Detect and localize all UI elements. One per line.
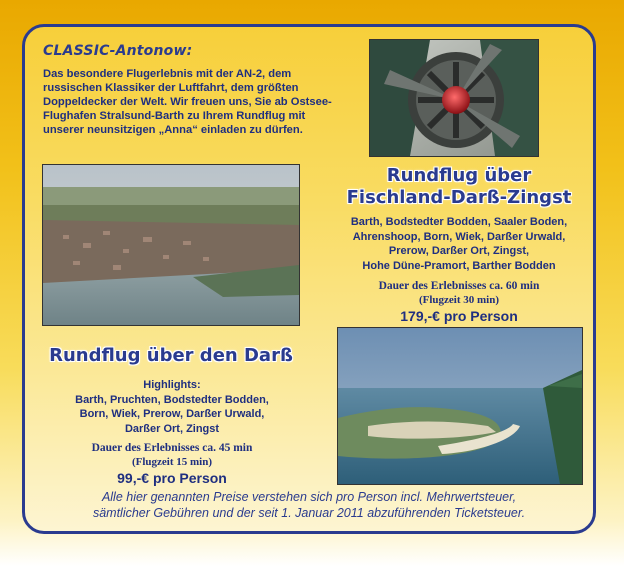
price-footnote — [25, 489, 593, 521]
short-flight-price: 99,-€ pro Person — [117, 470, 227, 486]
long-flight-title-line1: Rundflug über — [386, 165, 532, 186]
short-place-line: Born, Wiek, Prerow, Darßer Urwald, — [79, 408, 265, 420]
short-place-line: Barth, Pruchten, Bodstedter Bodden, — [75, 393, 269, 406]
long-place-line: Hohe Düne-Pramort, Barther Bodden — [362, 259, 556, 272]
coast-aerial-photo — [337, 327, 583, 485]
footnote-line1: Alle hier genannten Preise verstehen sich pro Person incl. Mehrwertsteuer, — [101, 490, 517, 504]
long-flight-duration: Dauer des Erlebnisses ca. 60 min — [378, 280, 540, 292]
engine-photo — [369, 39, 539, 157]
short-flight-time: (Flugzeit 15 min) — [131, 456, 213, 468]
long-flight-title-line2: Fischland-Darß-Zingst — [346, 187, 572, 208]
long-place-line: Barth, Bodstedter Bodden, Saaler Boden, — [350, 216, 568, 228]
intro-text: Das besondere Flugerlebnis mit der AN-2, dem russischen Klassiker der Luftfahrt, dem größten Doppeldecker der Welt. Wir freuen uns, Sie ab Ostsee-Flughafen Stralsund-Barth zu Ihrem Rundflug mit unserer neunsitzigen „Anna“ einladen zu dürfen. — [43, 68, 332, 136]
town-aerial-photo — [42, 164, 300, 326]
long-place-line: Prerow, Darßer Ort, Zingst, — [388, 245, 530, 257]
classic-antonow-title: CLASSIC-Antonow: — [43, 43, 193, 59]
long-flight-price: 179,-€ pro Person — [400, 308, 518, 324]
info-panel — [22, 24, 596, 534]
long-place-line: Ahrenshoop, Born, Wiek, Darßer Urwald, — [352, 230, 566, 243]
short-flight-highlights — [45, 378, 299, 436]
long-flight-time: (Flugzeit 30 min) — [418, 294, 500, 306]
footnote-line2: sämtlicher Gebühren und der seit 1. Januar 2011 abzuführenden Ticketsteuer. — [92, 506, 526, 520]
short-flight-duration: Dauer des Erlebnisses ca. 45 min — [91, 442, 253, 454]
long-flight-places — [325, 215, 593, 273]
short-place-line: Darßer Ort, Zingst — [124, 422, 220, 435]
long-flight-title — [325, 165, 593, 209]
highlights-label: Highlights: — [143, 379, 201, 391]
short-flight-title: Rundflug über den Darß — [49, 345, 293, 366]
